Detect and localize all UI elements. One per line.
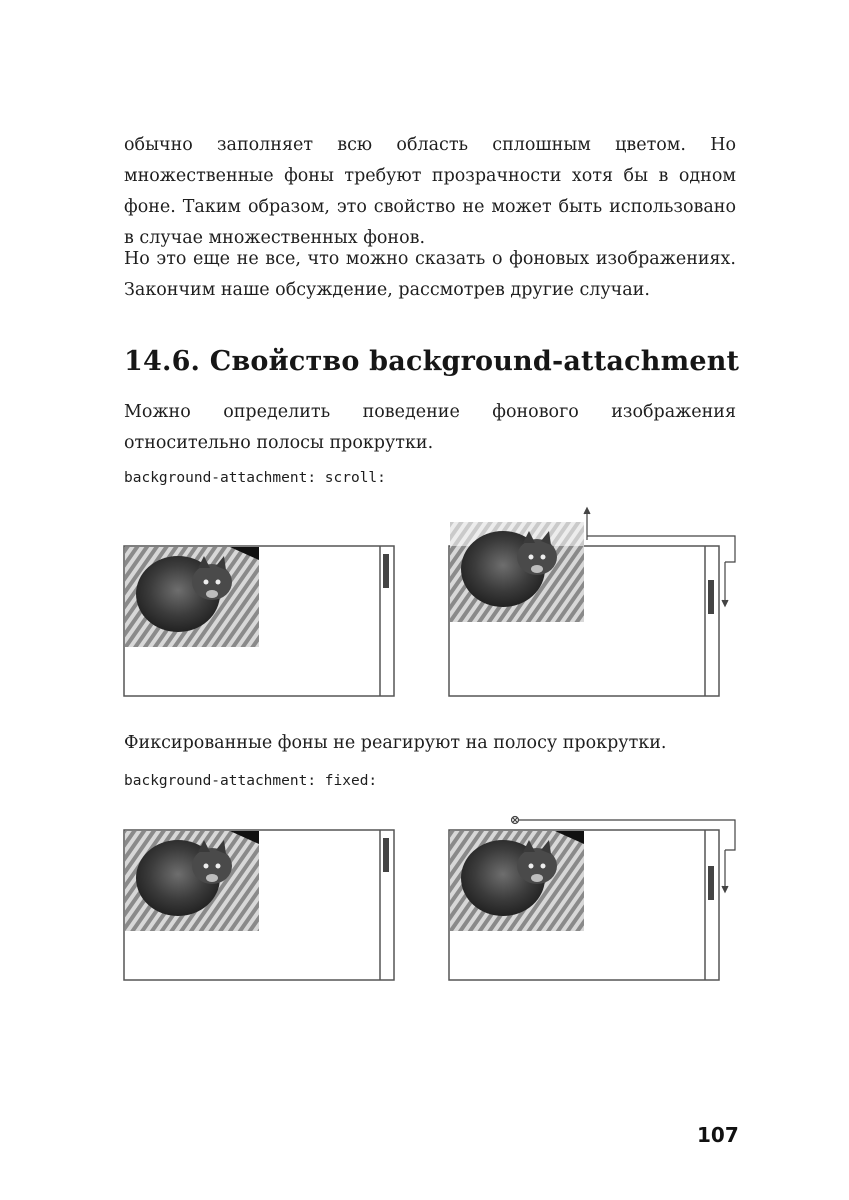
figure-fixed-after-scroll: [445, 810, 745, 990]
figure-scroll-initial: [120, 540, 400, 700]
paragraph-intro: обычно заполняет всю область сплошным цветом. Но множественные фоны требуют прозрачности хотя бы в одном фоне. Таким образом, это свойство не может быть использовано в случае множественных фонов.: [124, 135, 736, 248]
kitten-image: [450, 522, 584, 622]
scrollbar-thumb: [383, 838, 389, 872]
figure-scroll-moved: [445, 500, 745, 700]
code-fixed: background-attachment: fixed:: [124, 773, 378, 789]
scrollbar-thumb: [708, 580, 714, 614]
paragraph-scroll-description: Можно определить поведение фонового изображения относительно полосы прокрутки.: [124, 402, 736, 453]
paragraph-fixed-description: Фиксированные фоны не реагируют на полосу прокрутки.: [124, 733, 667, 753]
kitten-image: [450, 831, 584, 931]
section-heading: 14.6. Свойство background-attachment: [124, 346, 740, 377]
kitten-image: [125, 547, 259, 647]
scrollbar-thumb: [383, 554, 389, 588]
scrollbar-thumb: [708, 866, 714, 900]
figure-fixed-initial: [120, 820, 400, 990]
paragraph-transition: Но это еще не все, что можно сказать о фоновых изображениях. Закончим наше обсуждение, рассмотрев другие случаи.: [124, 249, 736, 300]
code-scroll: background-attachment: scroll:: [124, 470, 386, 486]
kitten-image: [125, 831, 259, 931]
page-number: 107: [697, 1123, 739, 1147]
